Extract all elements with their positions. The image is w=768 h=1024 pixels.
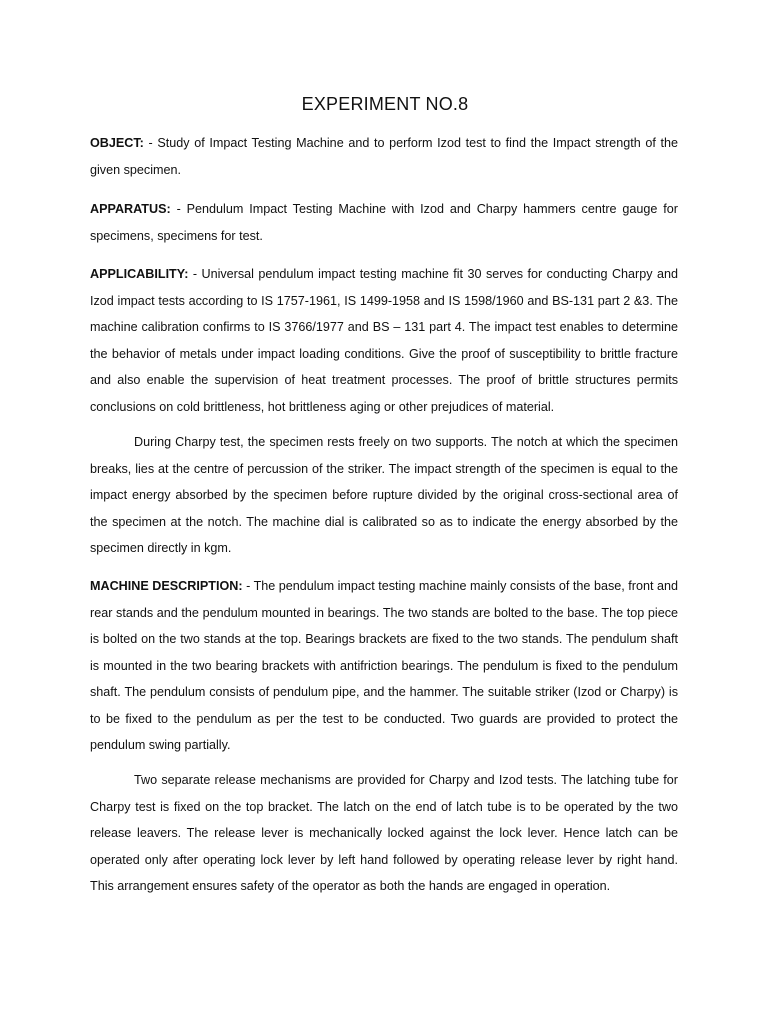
apparatus-paragraph: [90, 196, 678, 249]
release-mechanism-paragraph: Two separate release mechanisms are provided for Charpy and Izod tests. The latching tube for Charpy test is fixed on the top bracket. The latch on the end of latch tube is to be operated by the two release leavers. The release lever is mechanically locked against the lock lever. Hence latch can be operated only after operating lock lever by left hand followed by operating release lever by right hand. This arrangement ensures safety of the operator as both the hands are engaged in operation.: [90, 773, 678, 893]
object-label: OBJECT:: [90, 136, 144, 150]
object-paragraph: [90, 130, 678, 183]
applicability-label: APPLICABILITY:: [90, 267, 189, 281]
applicability-paragraph: [90, 261, 678, 420]
machine-description-label: MACHINE DESCRIPTION:: [90, 579, 243, 593]
charpy-test-paragraph: During Charpy test, the specimen rests freely on two supports. The notch at which the specimen breaks, lies at the centre of percussion of the striker. The impact strength of the specimen is equal to the impact energy absorbed by the specimen before rupture divided by the original cross-sectional area of the specimen at the notch. The machine dial is calibrated so as to indicate the energy absorbed by the specimen directly in kgm.: [90, 435, 678, 555]
machine-description-text: - The pendulum impact testing machine mainly consists of the base, front and rear stands and the pendulum mounted in bearings. The two stands are bolted to the base. The top piece is bolted on the two stands at the top. Bearings brackets are fixed to the two stands. The pendulum shaft is mounted in the two bearing brackets with antifriction bearings. The pendulum is fixed to the pendulum shaft. The pendulum consists of pendulum pipe, and the hammer. The suitable striker (Izod or Charpy) is to be fixed to the pendulum as per the test to be conducted. Two guards are provided to protect the pendulum swing partially.: [90, 579, 679, 752]
machine-description-paragraph: [90, 573, 678, 759]
object-text: - Study of Impact Testing Machine and to perform Izod test to find the Impact strength of the given specimen.: [90, 136, 678, 177]
applicability-text: - Universal pendulum impact testing machine fit 30 serves for conducting Charpy and Izod impact tests according to IS 1757-1961, IS 1499-1958 and IS 1598/1960 and BS-131 part 2 &3. The machine calibration confirms to IS 3766/1977 and BS – 131 part 4. The impact test enables to determine the behavior of metals under impact loading conditions. Give the proof of susceptibility to brittle fracture and also enable the supervision of heat treatment processes. The proof of brittle structures permits conclusions on cold brittleness, hot brittleness aging or other prejudices of material.: [90, 267, 678, 414]
apparatus-label: APPARATUS:: [90, 202, 171, 216]
apparatus-text: - Pendulum Impact Testing Machine with Izod and Charpy hammers centre gauge for specimens, specimens for test.: [90, 202, 678, 243]
page-title: EXPERIMENT NO.8: [301, 94, 469, 114]
